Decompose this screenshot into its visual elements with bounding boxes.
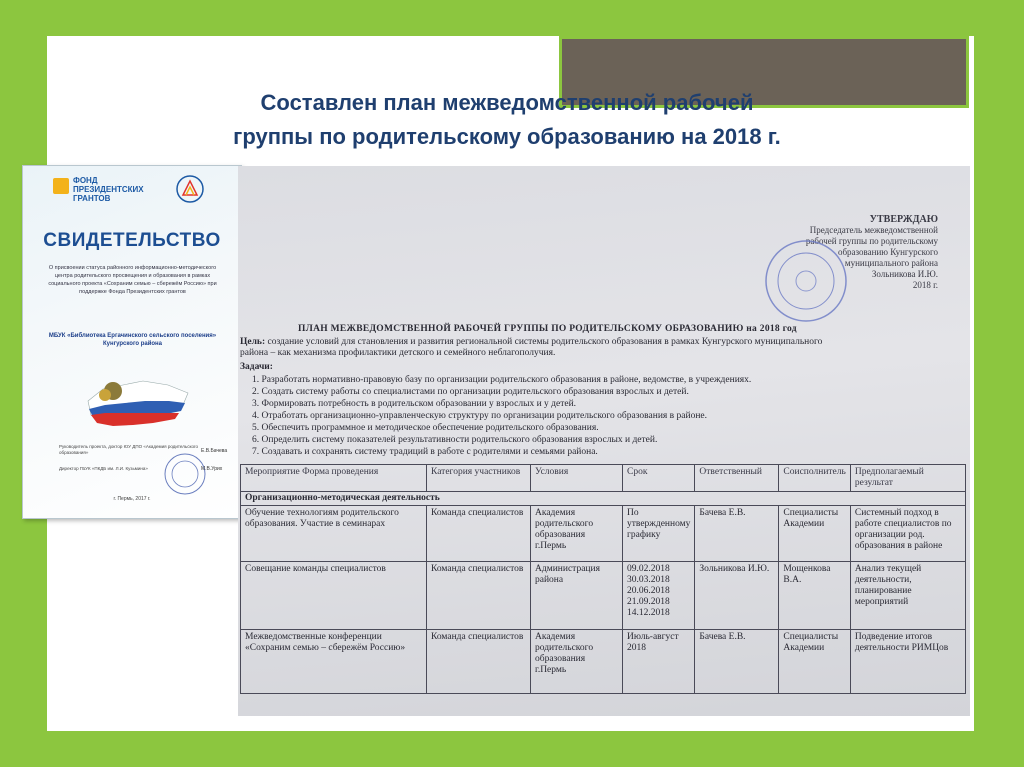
tasks-label: Задачи: <box>240 362 273 372</box>
signature-2-name: М.В.Урих <box>201 466 223 472</box>
approve-line: муниципального района <box>844 258 938 268</box>
title-line-2: группы по родительскому образованию на 2018 г. <box>233 124 781 149</box>
table-cell: Академия родительского образования г.Пермь <box>531 506 623 562</box>
tasks-list <box>252 374 892 458</box>
slide-title <box>207 86 807 154</box>
signature-1-role: Руководитель проекта, доктор ЮУ ДПО «Академия родительского образования» <box>59 444 199 455</box>
document-stamp-icon <box>763 238 849 324</box>
plan-table <box>240 464 966 694</box>
table-cell: Зольникова И.Ю. <box>695 562 779 630</box>
approve-line: Председатель межведомственной <box>809 225 938 235</box>
table-cell: Специалисты Академии <box>779 506 850 562</box>
table-section-title: Организационно-методическая деятельность <box>241 492 966 506</box>
table-cell: Команда специалистов <box>427 506 531 562</box>
fund-logo-icon <box>53 178 69 194</box>
goal-text: создание условий для становления и развития региональной системы родительского образования в рамках Кунгурского муниципального района – как механизма профилактики детского и семейного неблагополучия. <box>240 337 823 358</box>
table-cell: Специалисты Академии <box>779 630 850 694</box>
approve-line: 2018 г. <box>912 280 938 290</box>
task-item: 2. Создать систему работы со специалистами по организации родительского образования взрослых и детей. <box>252 387 689 397</box>
approve-heading: УТВЕРЖДАЮ <box>869 214 938 225</box>
table-cell: Совещание команды специалистов <box>241 562 427 630</box>
certificate-heading: СВИДЕТЕЛЬСТВО <box>43 230 221 251</box>
table-header: Ответственный <box>695 465 779 492</box>
approve-line: образованию Кунгурского <box>837 247 938 257</box>
table-header: Соисполнитель <box>779 465 850 492</box>
table-cell: Академия родительского образования г.Пермь <box>531 630 623 694</box>
task-item: 4. Отработать организационно-управленческую структуру по организации родительского образования в районе. <box>252 411 708 421</box>
certificate-body: О присвоении статуса районного информационно-методического центра родительского просвещения и образования в рамках социального проекта «Сохраним семью – сбережём Россию» при поддержке Фонда Президентских грантов <box>48 265 217 295</box>
table-cell: 09.02.2018 30.03.2018 20.06.2018 21.09.2018 14.12.2018 <box>623 562 695 630</box>
table-cell: Команда специалистов <box>427 630 531 694</box>
table-section-row <box>241 492 966 506</box>
table-header: Условия <box>531 465 623 492</box>
table-cell: Бачева Е.В. <box>695 506 779 562</box>
signature-1-name: Е.В.Бачева <box>201 448 228 454</box>
table-cell: По утвержденному графику <box>623 506 695 562</box>
task-item: 5. Обеспечить программное и методическое обеспечение родительского образования. <box>252 423 599 433</box>
table-header: Категория участников <box>427 465 531 492</box>
russia-map-icon <box>83 371 193 431</box>
table-cell: Июль-август 2018 <box>623 630 695 694</box>
task-item: 3. Формировать потребность в родительском образовании у взрослых и у детей. <box>252 399 577 409</box>
title-line-1: Составлен план межведомственной рабочей <box>260 90 754 115</box>
table-cell: Бачева Е.В. <box>695 630 779 694</box>
fund-logo-text: ФОНД ПРЕЗИДЕНТСКИХ ГРАНТОВ <box>73 176 144 203</box>
signature-2-role: Директор ГБУК «ПКДБ им. Л.И. Кузьмина» <box>59 466 148 471</box>
table-header-row <box>241 465 966 492</box>
table-row <box>241 506 966 562</box>
certificate-organization: МБУК «Библиотека Ергачинского сельского поселения» Кунгурского района <box>48 333 217 347</box>
task-item: 1. Разработать нормативно-правовую базу по организации родительского образования в районе, ведомстве, в учреждениях. <box>252 375 752 385</box>
goal-label: Цель: <box>240 337 266 347</box>
table-cell: Подведение итогов деятельности РИМЦов <box>850 630 965 694</box>
table-header: Мероприятие Форма проведения <box>241 465 427 492</box>
task-item: 6. Определить систему показателей результативности родительского образования взрослых и детей. <box>252 435 658 445</box>
table-cell: Мощенкова В.А. <box>779 562 850 630</box>
certificate-stamp-icon <box>163 452 207 496</box>
certificate-image <box>22 165 242 519</box>
table-header: Предполагаемый результат <box>850 465 965 492</box>
table-row <box>241 630 966 694</box>
task-item: 7. Создавать и сохранять систему традиций в работе с родителями и семьями района. <box>252 447 598 457</box>
table-cell: Обучение технологиям родительского образования. Участие в семинарах <box>241 506 427 562</box>
academy-emblem-icon <box>175 174 205 204</box>
document-title: ПЛАН МЕЖВЕДОМСТВЕННОЙ РАБОЧЕЙ ГРУППЫ ПО РОДИТЕЛЬСКОМУ ОБРАЗОВАНИЮ на 2018 год <box>298 324 797 334</box>
approve-line: Зольникова И.Ю. <box>871 269 938 279</box>
document-goal <box>240 337 850 359</box>
table-cell: Межведомственные конференции «Сохраним семью – сбережём Россию» <box>241 630 427 694</box>
approve-line: рабочей группы по родительскому <box>805 236 938 246</box>
table-cell: Анализ текущей деятельности, планирование мероприятий <box>850 562 965 630</box>
table-row <box>241 562 966 630</box>
table-cell: Администрация района <box>531 562 623 630</box>
table-cell: Команда специалистов <box>427 562 531 630</box>
certificate-city-year: г. Пермь, 2017 г. <box>113 496 151 502</box>
plan-document-image <box>238 166 970 716</box>
table-cell: Системный подход в работе специалистов по организации род. образования в районе <box>850 506 965 562</box>
table-header: Срок <box>623 465 695 492</box>
